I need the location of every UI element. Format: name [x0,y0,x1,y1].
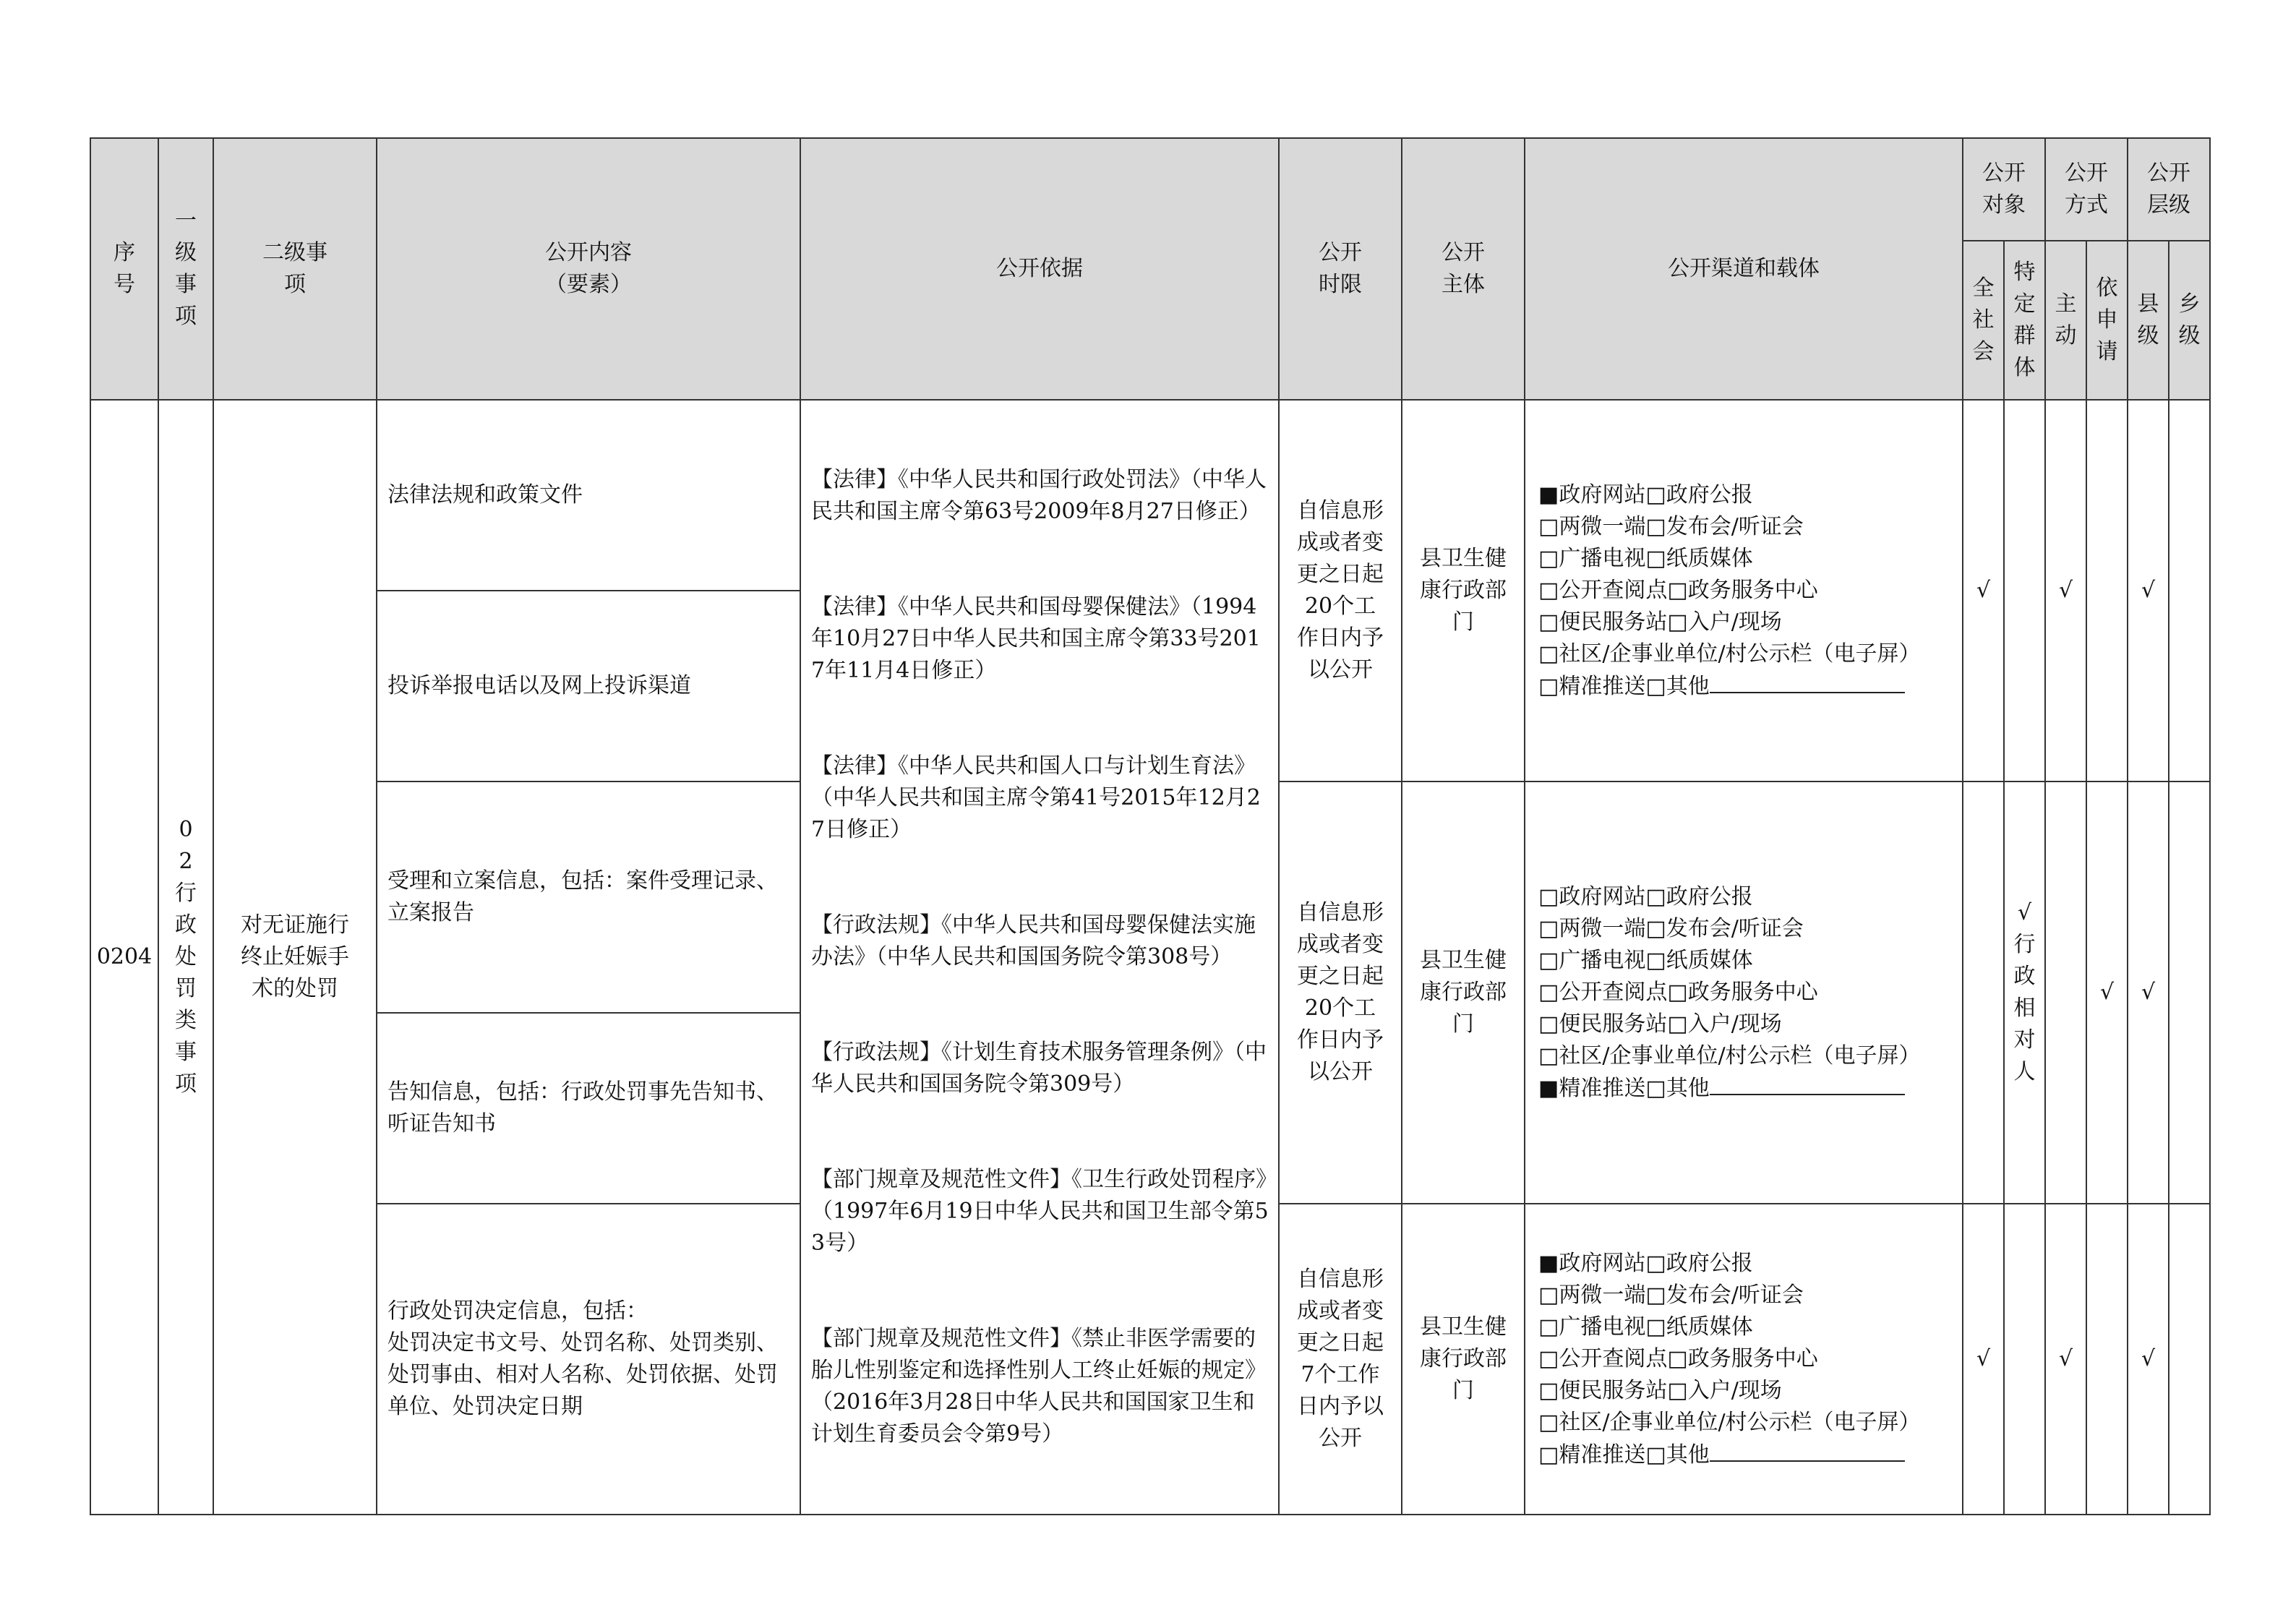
header-county: 县级 [2128,241,2169,400]
channel-option: □社区/企事业单位/村公示栏（电子屏） [1538,1409,1921,1435]
header-level2: 二级事项 [213,138,377,400]
check-whole-society: √ [1963,1204,2004,1515]
content-cell: 法律法规和政策文件 [377,400,800,591]
header-channel: 公开渠道和载体 [1525,138,1963,400]
disclosure-table [90,137,2211,1515]
check-on-request: √ [2086,781,2128,1204]
channel-option: ■政府网站□政府公报 [1538,481,1753,508]
header-level-group: 公开层级 [2128,138,2210,241]
time-limit-cell: 自信息形成或者变更之日起20个工作日内予以公开 [1279,781,1402,1204]
check-whole-society [1963,781,2004,1204]
check-on-request [2086,400,2128,781]
channel-cell [1525,1204,1963,1515]
subject-cell: 县卫生健康行政部门 [1402,781,1525,1204]
header-town: 乡级 [2169,241,2210,400]
header-whole-society: 全社会 [1963,241,2004,400]
channel-option: □精准推送□其他 [1538,670,1956,703]
check-whole-society: √ [1963,400,2004,781]
header-specific-group: 特定群体 [2004,241,2045,400]
basis-item: 【法律】《中华人民共和国行政处罚法》（中华人民共和国主席令第63号2009年8月27日修正） [811,467,1267,524]
channel-option: □精准推送□其他 [1538,1439,1956,1471]
channel-cell [1525,781,1963,1204]
basis-item: 【行政法规】《计划生育技术服务管理条例》（中华人民共和国国务院令第309号） [811,1040,1267,1097]
blank-underline [1710,1439,1905,1462]
check-specific-group [2004,1204,2045,1515]
channel-option: ■政府网站□政府公报 [1538,1250,1753,1276]
blank-underline [1710,670,1905,693]
time-limit-cell: 自信息形成或者变更之日起20个工作日内予以公开 [1279,400,1402,781]
channel-option: □广播电视□纸质媒体 [1538,545,1753,571]
channel-option: □社区/企事业单位/村公示栏（电子屏） [1538,1042,1921,1069]
content-cell: 受理和立案信息，包括：案件受理记录、立案报告 [377,781,800,1013]
check-town [2169,781,2210,1204]
channel-cell [1525,400,1963,781]
channel-option: □便民服务站□入户/现场 [1538,1011,1782,1037]
channel-option: □两微一端□发布会/听证会 [1538,513,1804,539]
check-on-request [2086,1204,2128,1515]
check-county: √ [2128,781,2169,1204]
channel-option: □社区/企事业单位/村公示栏（电子屏） [1538,641,1921,667]
header-basis: 公开依据 [800,138,1279,400]
row-level2: 对无证施行终止妊娠手术的处罚 [213,400,377,1515]
subject-cell: 县卫生健康行政部门 [1402,1204,1525,1515]
check-specific-group [2004,400,2045,781]
time-limit-cell: 自信息形成或者变更之日起7个工作日内予以公开 [1279,1204,1402,1515]
row-seq: 0204 [90,400,158,1515]
check-active [2045,781,2086,1204]
channel-option: □两微一端□发布会/听证会 [1538,915,1804,941]
check-town [2169,400,2210,781]
subject-cell: 县卫生健康行政部门 [1402,400,1525,781]
content-cell: 告知信息，包括：行政处罚事先告知书、听证告知书 [377,1013,800,1204]
check-county: √ [2128,400,2169,781]
channel-option: □公开查阅点□政务服务中心 [1538,1345,1818,1371]
basis-item: 【法律】《中华人民共和国人口与计划生育法》（中华人民共和国主席令第41号2015年12月27日修正） [811,753,1261,842]
basis-item: 【部门规章及规范性文件】《卫生行政处罚程序》（1997年6月19日中华人民共和国卫生部令第53号） [811,1167,1269,1256]
check-active: √ [2045,1204,2086,1515]
channel-option: ■精准推送□其他 [1538,1072,1956,1105]
basis-item: 【部门规章及规范性文件】《禁止非医学需要的胎儿性别鉴定和选择性别人工终止妊娠的规定》（2016年3月28日中华人民共和国国家卫生和计划生育委员会令第9号） [811,1326,1267,1447]
header-level1: 一级事项 [158,138,213,400]
check-specific-group: √行政相对人 [2004,781,2045,1204]
header-time-limit: 公开时限 [1279,138,1402,400]
header-seq: 序号 [90,138,158,400]
check-county: √ [2128,1204,2169,1515]
channel-option: □广播电视□纸质媒体 [1538,947,1753,973]
blank-underline [1710,1072,1905,1095]
content-cell: 投诉举报电话以及网上投诉渠道 [377,591,800,781]
header-content: 公开内容 （要素） [377,138,800,400]
row-level1: 02行政处罚类事项 [158,400,213,1515]
channel-option: □便民服务站□入户/现场 [1538,609,1782,635]
channel-option: □便民服务站□入户/现场 [1538,1377,1782,1403]
check-town [2169,1204,2210,1515]
basis-item: 【法律】《中华人民共和国母婴保健法》（1994年10月27日中华人民共和国主席令第33号2017年11月4日修正） [811,594,1261,683]
channel-option: □两微一端□发布会/听证会 [1538,1282,1804,1308]
header-target-group: 公开对象 [1963,138,2045,241]
basis-item: 【行政法规】《中华人民共和国母婴保健法实施办法》（中华人民共和国国务院令第308号） [811,912,1256,969]
content-cell: 行政处罚决定信息，包括： 处罚决定书文号、处罚名称、处罚类别、处罚事由、相对人名称、处罚依据、处罚单位、处罚决定日期 [377,1204,800,1515]
header-subject: 公开主体 [1402,138,1525,400]
header-on-request: 依申请 [2086,241,2128,400]
header-method-group: 公开方式 [2045,138,2128,241]
basis-cell [800,400,1279,1515]
channel-option: □广播电视□纸质媒体 [1538,1314,1753,1340]
check-active: √ [2045,400,2086,781]
channel-option: □公开查阅点□政务服务中心 [1538,577,1818,603]
header-active: 主动 [2045,241,2086,400]
channel-option: □公开查阅点□政务服务中心 [1538,979,1818,1005]
channel-option: □政府网站□政府公报 [1538,883,1753,909]
